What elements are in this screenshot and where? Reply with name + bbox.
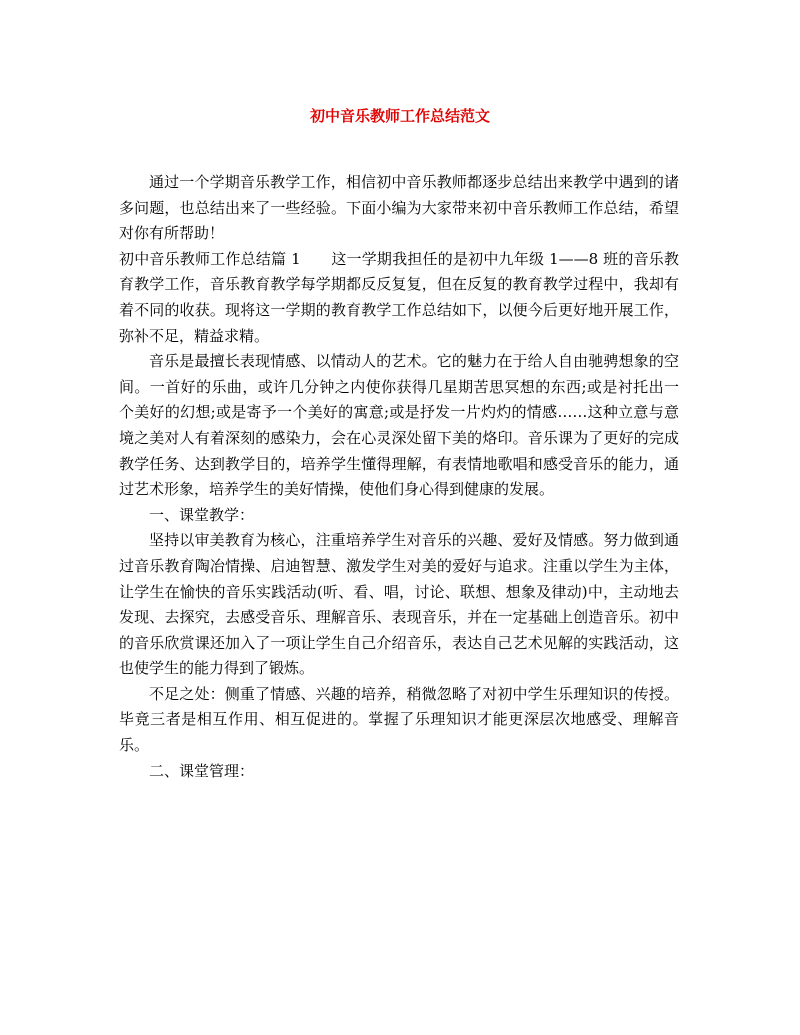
heading-classroom-teaching: 一、课堂教学： xyxy=(149,505,255,524)
shortcomings-paragraph: 不足之处：侧重了情感、兴趣的培养，稍微忽略了对初中学生乐理知识的传授。毕竟三者是相互作用、相互促进的。掌握了乐理知识才能更深层次地感受、理解音乐。 xyxy=(119,684,679,755)
teaching-paragraph: 坚持以审美教育为核心，注重培养学生对音乐的兴趣、爱好及情感。努力做到通过音乐教育陶冶情操、启迪智慧、激发学生对美的爱好与追求。注重以学生为主体，让学生在愉快的音乐实践活动(听、看、唱，讨论、联想、想象及律动)中，主动地去发现、去探究，去感受音乐、理解音乐、表现音乐，并在一定基础上创造音乐。初中的音乐欣赏课还加入了一项让学生自己介绍音乐，表达自己艺术见解的实践活动，这也使学生的能力得到了锻炼。 xyxy=(119,531,679,678)
music-art-paragraph: 音乐是最擅长表现情感、以情动人的艺术。它的魅力在于给人自由驰骋想象的空间。一首好的乐曲，或许几分钟之内使你获得几星期苦思冥想的东西;或是衬托出一个美好的幻想;或是寄予一个美好的寓意;或是抒发一片灼灼的情感……这种立意与意境之美对人有着深刻的感染力，会在心灵深处留下美的烙印。音乐课为了更好的完成教学任务、达到教学目的，培养学生懂得理解，有表情地歌唱和感受音乐的能力，通过艺术形象，培养学生的美好情操，使他们身心得到健康的发展。 xyxy=(119,352,679,499)
section-1-paragraph: 初中音乐教师工作总结篇 1 这一学期我担任的是初中九年级 1——8 班的音乐教育教学工作，音乐教育教学每学期都反反复复，但在反复的教育教学过程中，我却有着不同的收获。现将这一学期的教育教学工作总结如下，以便今后更好地开展工作，弥补不足，精益求精。 xyxy=(119,249,679,345)
document-title: 初中音乐教师工作总结范文 xyxy=(309,107,490,125)
heading-classroom-management: 二、课堂管理： xyxy=(149,761,255,780)
intro-paragraph: 通过一个学期音乐教学工作，相信初中音乐教师都逐步总结出来教学中遇到的诸多问题，也总结出来了一些经验。下面小编为大家带来初中音乐教师工作总结，希望对你有所帮助！ xyxy=(119,173,679,243)
document-body xyxy=(119,170,679,784)
